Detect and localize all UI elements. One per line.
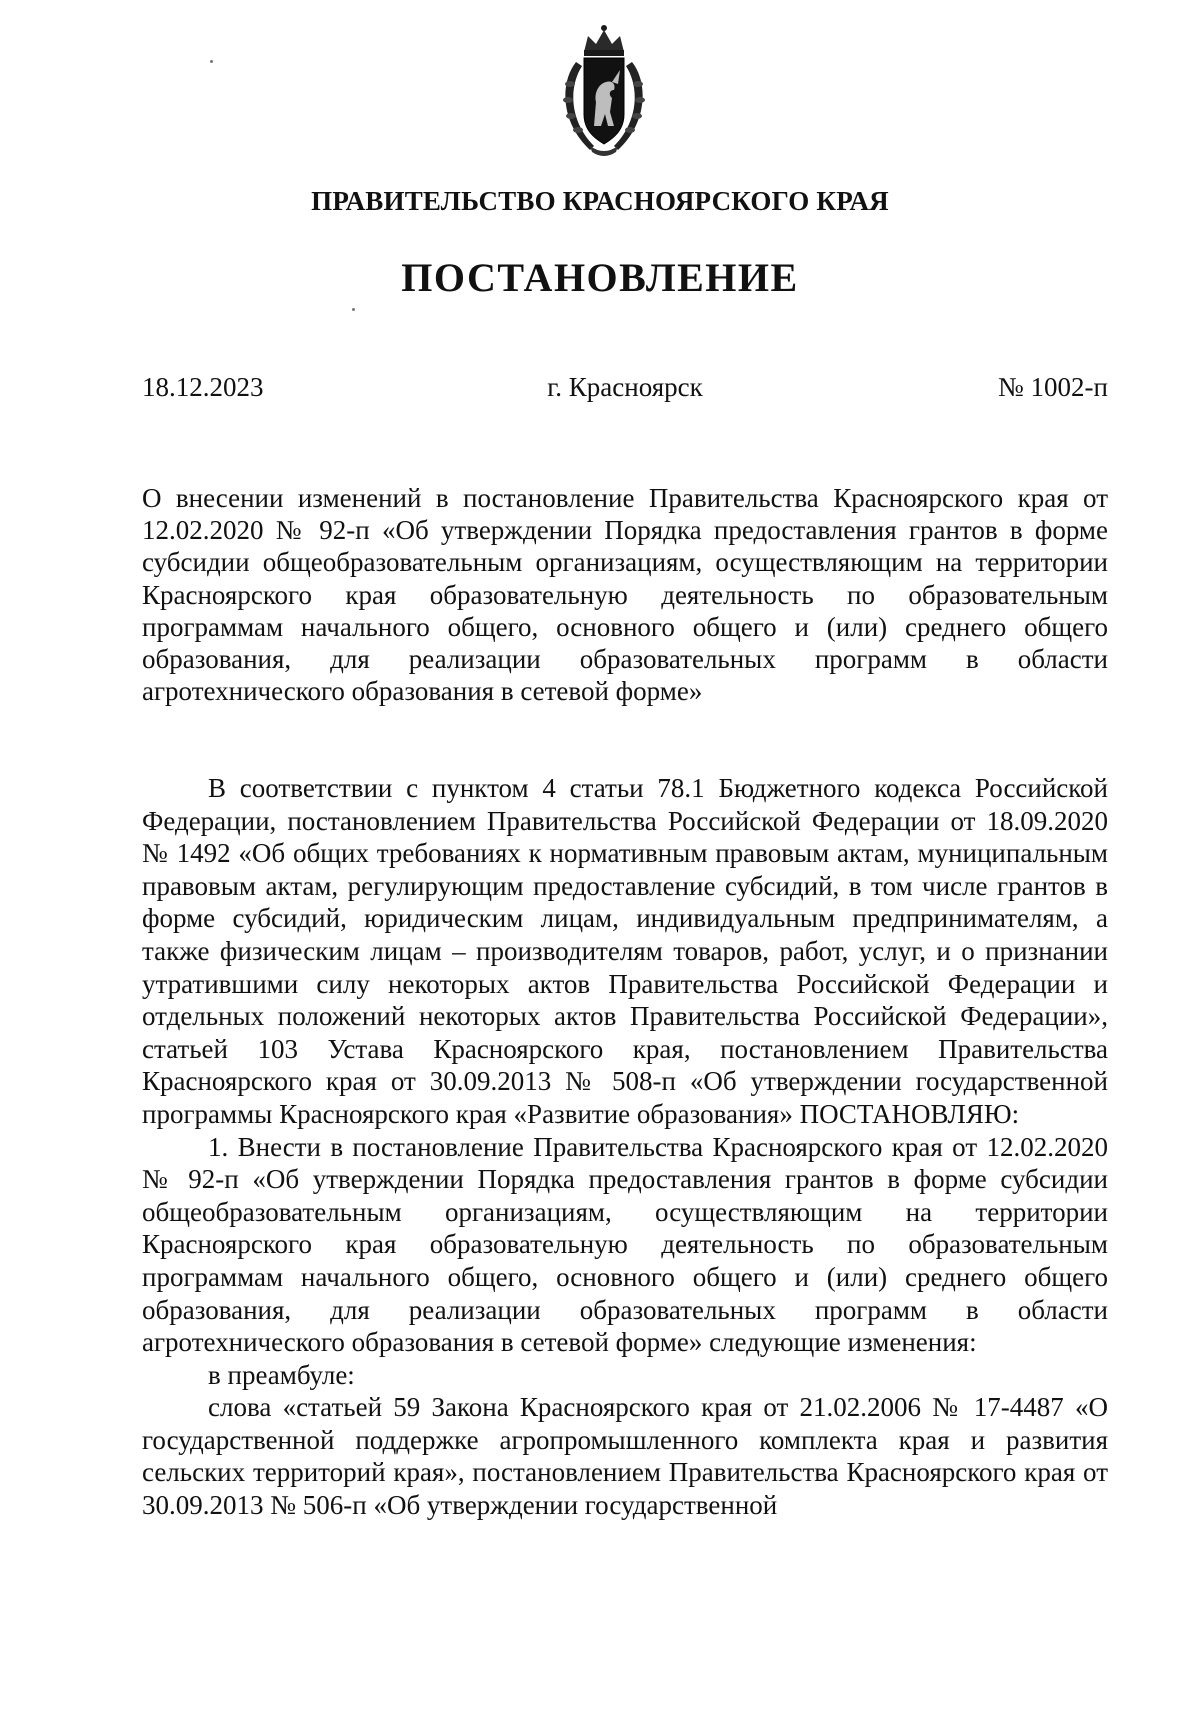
document-body	[142, 772, 1108, 1522]
coat-of-arms-icon	[554, 22, 654, 160]
body-paragraph: 1. Внести в постановление Правительства Красноярского края от 12.02.2020 № 92-п «Об утверждении Порядка предоставления грантов в форме субсидии общеобразовательным организациям, осуществляющим на территории Красноярского края образовательную деятельность по образовательным программам начального общего, основного общего и (или) среднего общего образования, для реализации образовательных программ в области агротехнического образования в сетевой форме» следующие изменения:	[142, 1131, 1108, 1358]
document-meta	[142, 372, 1108, 406]
body-paragraph: в преамбуле:	[208, 1359, 355, 1390]
document-type: ПОСТАНОВЛЕНИЕ	[401, 255, 799, 300]
scan-speck	[352, 308, 355, 311]
body-paragraph: слова «статьей 59 Закона Красноярского края от 21.02.2006 № 17-4487 «О государственной поддержке агропромышленного комплекта края и развития сельских территорий края», постановлением Правительства Красноярского края от 30.09.2013 № 506-п «Об утверждении государственной	[142, 1392, 1108, 1521]
document-city: г. Красноярск	[547, 372, 703, 402]
document-title: О внесении изменений в постановление Правительства Красноярского края от 12.02.2020 № 92-п «Об утверждении Порядка предоставления грантов в форме субсидии общеобразовательным организациям, осуществляющим на территории Красноярского края образовательную деятельность по образовательным программам начального общего, основного общего и (или) среднего общего образования, для реализации образовательных программ в области агротехнического образования в сетевой форме»	[142, 483, 1108, 707]
document-number: № 1002-п	[998, 372, 1108, 402]
scan-speck	[210, 60, 213, 63]
document-date: 18.12.2023	[142, 372, 264, 402]
organization-name: ПРАВИТЕЛЬСТВО КРАСНОЯРСКОГО КРАЯ	[311, 186, 889, 216]
body-paragraph: В соответствии с пунктом 4 статьи 78.1 Бюджетного кодекса Российской Федерации, постановлением Правительства Российской Федерации от 18.09.2020 № 1492 «Об общих требованиях к нормативным правовым актам, муниципальным правовым актам, регулирующим предоставление субсидий, в том числе грантов в форме субсидий, юридическим лицам, индивидуальным предпринимателям, а также физическим лицам – производителям товаров, работ, услуг, и о признании утратившими силу некоторых актов Правительства Российской Федерации и отдельных положений некоторых актов Правительства Российской Федерации», статьей 103 Устава Красноярского края, постановлением Правительства Красноярского края от 30.09.2013 № 508-п «Об утверждении государственной программы Красноярского края «Развитие образования» ПОСТАНОВЛЯЮ:	[142, 773, 1108, 1129]
